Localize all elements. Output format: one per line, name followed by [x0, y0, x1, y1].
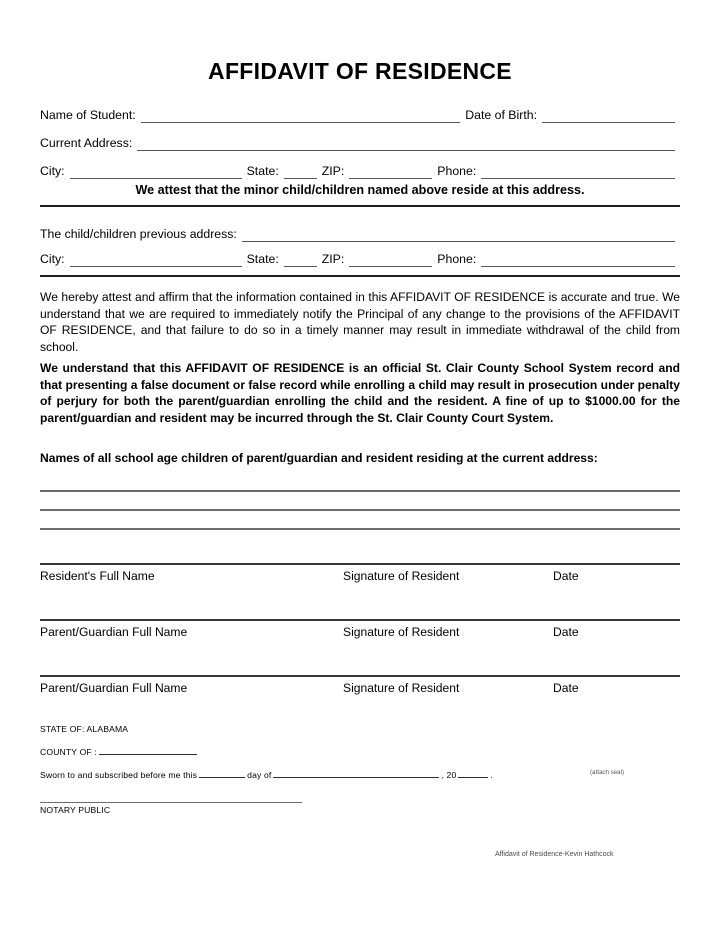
signature-rule-2[interactable]	[40, 619, 680, 621]
body-paragraph-2: We understand that this AFFIDAVIT OF RESIDENCE is an official St. Clair County School System record and that presenting a false document or false record while enrolling a child may result in prosecution under penalty of perjury for both the parent/guardian enrolling the child and the resident. A fine of up to $1000.00 for the parent/guardian and resident may be incurred through the St. Clair County Court System.	[40, 361, 680, 425]
current-address-label: Current Address:	[40, 136, 133, 150]
name-of-student-input[interactable]	[141, 108, 461, 123]
phone-input[interactable]	[481, 164, 675, 179]
date-of-birth-label: Date of Birth:	[465, 108, 537, 122]
field-row-previous-address	[40, 220, 680, 242]
county-of-label: COUNTY OF :	[40, 747, 97, 757]
previous-city-input[interactable]	[70, 252, 242, 267]
footer-source-note: Affidavit of Residence-Kevin Hathcock	[495, 851, 614, 858]
notary-public-label: NOTARY PUBLIC	[40, 805, 111, 815]
divider-rule-bottom	[40, 275, 680, 277]
previous-phone-input[interactable]	[481, 252, 675, 267]
page-title: AFFIDAVIT OF RESIDENCE	[208, 58, 512, 84]
zip-label: ZIP:	[321, 164, 345, 178]
sworn-month-input[interactable]	[273, 768, 439, 778]
notary-signature-rule[interactable]	[40, 802, 302, 803]
previous-zip-label: ZIP:	[321, 252, 345, 266]
previous-address-label: The child/children previous address:	[40, 227, 237, 241]
date-label-2: Date	[553, 625, 579, 639]
attestation-statement: We attest that the minor child/children named above reside at this address.	[135, 183, 585, 197]
previous-phone-label: Phone:	[437, 252, 477, 266]
field-row-city-state-zip-phone	[40, 157, 680, 179]
signature-labels-1	[40, 569, 680, 585]
signature-labels-3	[40, 681, 680, 697]
field-row-current-address	[40, 129, 680, 151]
sworn-prefix-text: Sworn to and subscribed before me this	[40, 770, 198, 780]
field-row-name-of-student	[40, 101, 680, 123]
sworn-year-input[interactable]	[458, 768, 488, 778]
signature-of-resident-label-2: Signature of Resident	[343, 625, 460, 639]
signature-of-resident-label-3: Signature of Resident	[343, 681, 460, 695]
child-name-line-2[interactable]	[40, 509, 680, 511]
form-sheet	[40, 0, 680, 931]
name-of-student-label: Name of Student:	[40, 108, 136, 122]
date-label-1: Date	[553, 569, 579, 583]
state-label: State:	[246, 164, 279, 178]
city-input[interactable]	[70, 164, 242, 179]
sworn-day-input[interactable]	[199, 768, 245, 778]
sworn-period: .	[490, 770, 493, 780]
signature-rule-3[interactable]	[40, 675, 680, 677]
body-paragraph-1: We hereby attest and affirm that the information contained in this AFFIDAVIT OF RESIDENCE is accurate and true. We understand that we are required to immediately notify the Principal of any change to the provisions of the AFFIDAVIT OF RESIDENCE, and that failure to do so in a timely manner may result in immediate withdrawal of the child from school.	[40, 290, 680, 354]
signature-rule-1[interactable]	[40, 563, 680, 565]
field-row-previous-city-state-zip-phone	[40, 245, 680, 267]
sworn-day-label: day of	[247, 770, 272, 780]
county-of-row	[40, 745, 199, 757]
sworn-year-prefix: , 20	[441, 770, 457, 780]
state-of-text: STATE OF: ALABAMA	[40, 724, 129, 734]
previous-state-input[interactable]	[284, 252, 317, 267]
county-of-input[interactable]	[99, 745, 197, 755]
previous-city-label: City:	[40, 252, 65, 266]
city-label: City:	[40, 164, 65, 178]
sworn-statement-row	[40, 768, 493, 780]
resident-full-name-label: Resident's Full Name	[40, 569, 155, 583]
previous-address-input[interactable]	[242, 227, 675, 242]
date-label-3: Date	[553, 681, 579, 695]
current-address-input[interactable]	[137, 136, 675, 151]
signature-of-resident-label-1: Signature of Resident	[343, 569, 460, 583]
attach-seal-note: (attach seal)	[590, 769, 625, 776]
previous-zip-input[interactable]	[349, 252, 432, 267]
children-names-prompt: Names of all school age children of parent/guardian and resident residing at the current address:	[40, 451, 598, 465]
parent-guardian-full-name-label-1: Parent/Guardian Full Name	[40, 625, 188, 639]
phone-label: Phone:	[437, 164, 477, 178]
previous-state-label: State:	[246, 252, 279, 266]
date-of-birth-input[interactable]	[542, 108, 675, 123]
child-name-line-3[interactable]	[40, 528, 680, 530]
parent-guardian-full-name-label-2: Parent/Guardian Full Name	[40, 681, 188, 695]
child-name-line-1[interactable]	[40, 490, 680, 492]
zip-input[interactable]	[349, 164, 432, 179]
divider-rule-top	[40, 205, 680, 207]
state-input[interactable]	[284, 164, 317, 179]
signature-labels-2	[40, 625, 680, 641]
